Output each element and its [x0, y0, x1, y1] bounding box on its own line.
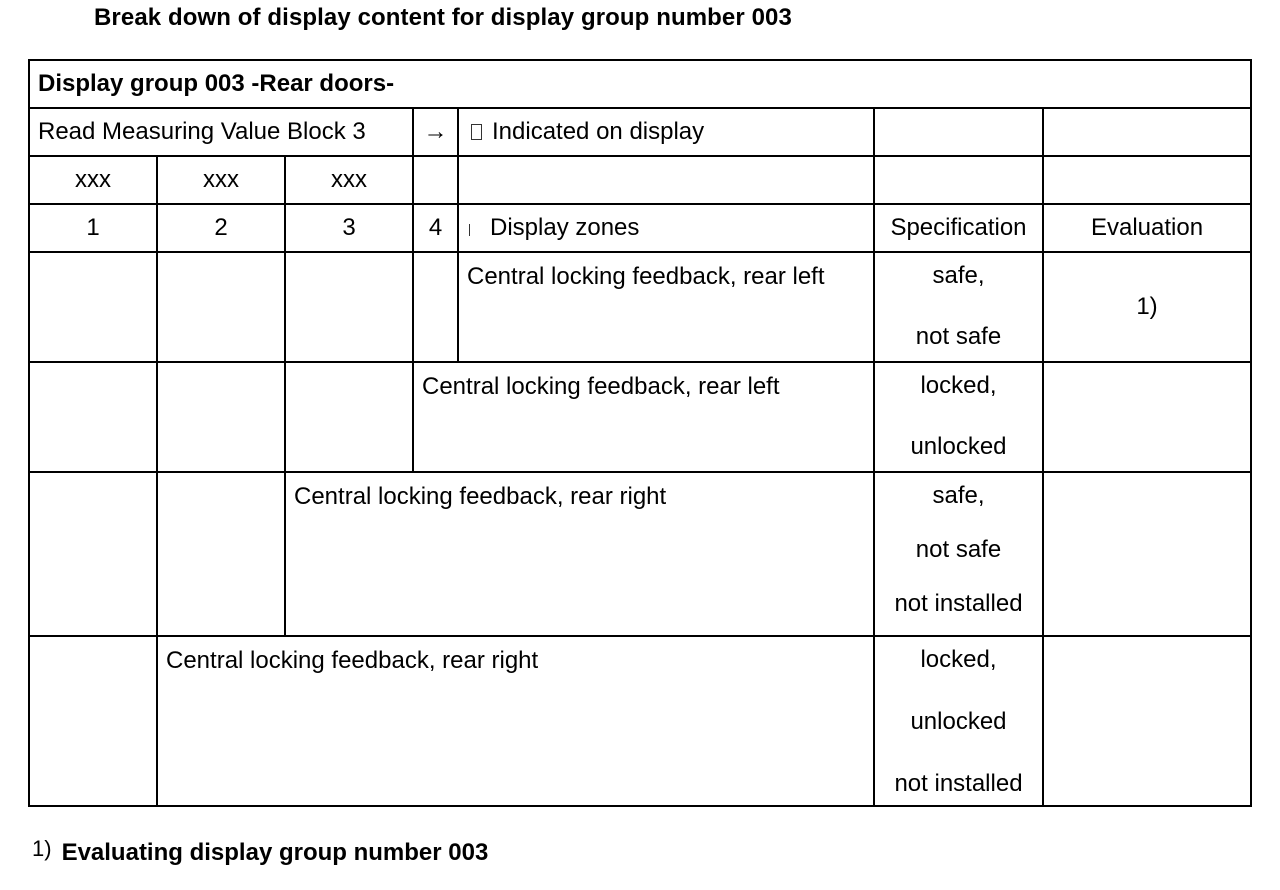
empty-cell: [413, 156, 458, 204]
zone-number-3: 3: [285, 204, 413, 252]
empty-cell: [29, 252, 157, 362]
empty-cell: [413, 252, 458, 362]
spec-value: not installed: [894, 770, 1023, 797]
spec-value: locked,: [920, 646, 997, 673]
empty-cell: [29, 472, 157, 636]
empty-cell: [874, 108, 1043, 156]
row-evaluation: [1043, 362, 1251, 472]
footnote: [32, 836, 488, 867]
row-description: Central locking feedback, rear right: [157, 636, 874, 806]
row-specification: [874, 252, 1043, 362]
empty-cell: [285, 252, 413, 362]
checkbox-glyph-icon: [471, 124, 482, 140]
row-specification: [874, 362, 1043, 472]
spec-value: unlocked: [910, 433, 1007, 460]
arrow-icon: →: [413, 108, 458, 156]
page-title: Break down of display content for display group number 003: [94, 4, 792, 31]
indicated-label: Indicated on display: [492, 118, 705, 145]
spec-value: locked,: [920, 372, 997, 399]
empty-cell: [157, 472, 285, 636]
read-measuring-label: Read Measuring Value Block 3: [29, 108, 413, 156]
row-specification: [874, 636, 1043, 806]
empty-cell: [874, 156, 1043, 204]
column-header-row: [29, 204, 1251, 252]
table-row: [29, 362, 1251, 472]
display-zones-label: Display zones: [490, 214, 640, 241]
empty-cell: [1043, 108, 1251, 156]
row-evaluation: 1): [1043, 252, 1251, 362]
specification-header: Specification: [874, 204, 1043, 252]
spec-value: unlocked: [910, 708, 1007, 735]
xxx-row: [29, 156, 1251, 204]
row-specification: [874, 472, 1043, 636]
footnote-text: Evaluating display group number 003: [61, 839, 489, 866]
table-row: [29, 252, 1251, 362]
zone-number-1: 1: [29, 204, 157, 252]
footnote-mark: 1): [32, 836, 52, 861]
row-description: Central locking feedback, rear left: [413, 362, 874, 472]
zone-number-2: 2: [157, 204, 285, 252]
empty-cell: [29, 362, 157, 472]
spec-value: not safe: [915, 536, 1002, 563]
empty-cell: [285, 362, 413, 472]
empty-cell: [29, 636, 157, 806]
spec-value: safe,: [932, 262, 985, 289]
zone-number-4: 4: [413, 204, 458, 252]
group-title: Display group 003 -Rear doors-: [29, 60, 1251, 108]
xxx-value-1: xxx: [29, 156, 157, 204]
empty-cell: [157, 362, 285, 472]
spec-value: not installed: [894, 590, 1023, 617]
display-zones-header: [458, 204, 874, 252]
table-row: [29, 636, 1251, 806]
spec-value: not safe: [915, 323, 1002, 350]
table-row: [29, 472, 1251, 636]
spec-value: safe,: [932, 482, 985, 509]
empty-cell: [458, 156, 874, 204]
table-title-row: [29, 60, 1251, 108]
xxx-value-3: xxx: [285, 156, 413, 204]
display-group-table: [28, 59, 1252, 807]
row-evaluation: [1043, 472, 1251, 636]
row-evaluation: [1043, 636, 1251, 806]
read-block-row: [29, 108, 1251, 156]
row-description: Central locking feedback, rear left: [458, 252, 874, 362]
indicated-cell: [458, 108, 874, 156]
xxx-value-2: xxx: [157, 156, 285, 204]
bar-glyph-icon: [469, 224, 470, 236]
evaluation-header: Evaluation: [1043, 204, 1251, 252]
row-description: Central locking feedback, rear right: [285, 472, 874, 636]
empty-cell: [1043, 156, 1251, 204]
empty-cell: [157, 252, 285, 362]
